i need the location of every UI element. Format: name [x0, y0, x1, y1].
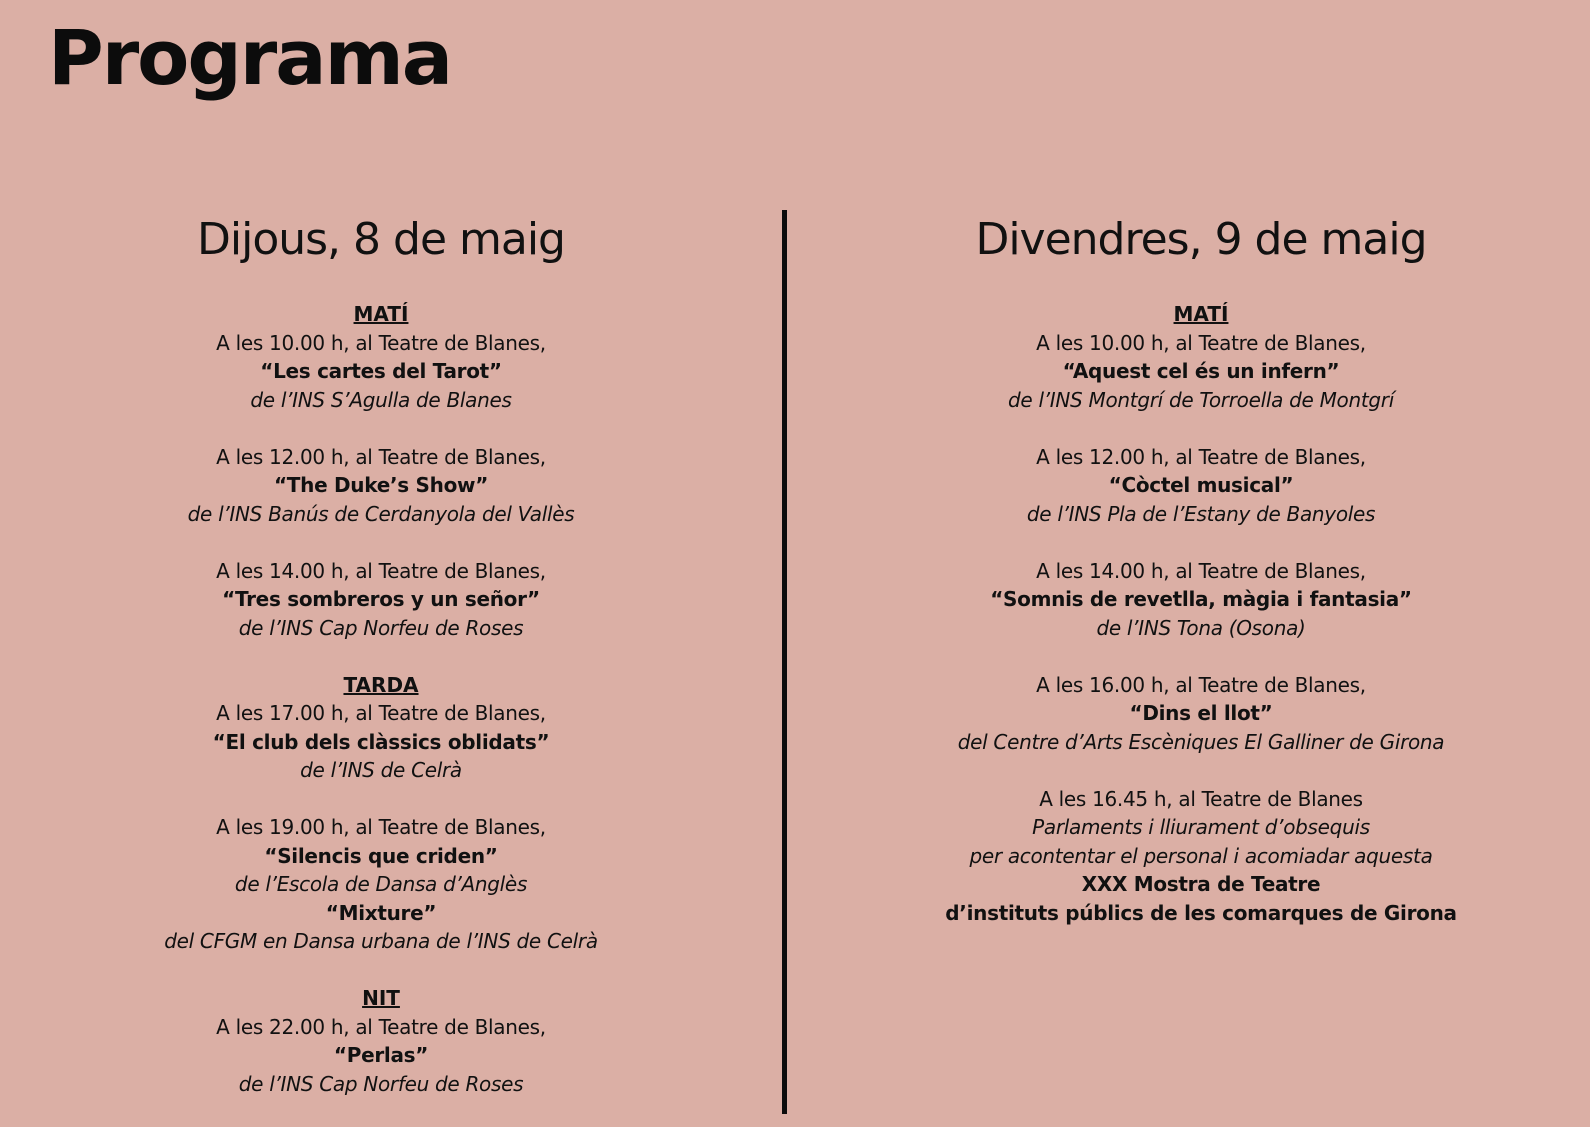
- program-event: [925, 671, 1477, 757]
- day-title: Dijous, 8 de maig: [197, 214, 565, 265]
- event-time-place: A les 14.00 h, al Teatre de Blanes,: [1036, 558, 1366, 583]
- section-label-mati: MATÍ: [353, 302, 409, 326]
- closing-description: per acontentar el personal i acomiadar aquesta: [969, 843, 1433, 868]
- section-label-tarda: TARDA: [343, 672, 419, 697]
- program-event: [140, 813, 622, 956]
- program-event: [925, 443, 1477, 529]
- program-event: [140, 557, 622, 643]
- event-work-title: “Perlas”: [333, 1043, 429, 1067]
- event-work-title: “The Duke’s Show”: [273, 473, 489, 497]
- event-time-place: A les 12.00 h, al Teatre de Blanes,: [216, 444, 546, 469]
- event-work-title: “Tres sombreros y un señor”: [222, 587, 540, 611]
- event-organizer: de l’INS Banús de Cerdanyola del Vallès: [187, 501, 575, 526]
- column-divider: [782, 210, 787, 1114]
- event-time-place: A les 10.00 h, al Teatre de Blanes,: [1036, 330, 1366, 355]
- event-time-place: A les 19.00 h, al Teatre de Blanes,: [216, 815, 546, 839]
- event-work-title: “Mixture”: [325, 900, 437, 925]
- program-event: [140, 1013, 622, 1099]
- festival-name: d’instituts públics de les comarques de Girona: [945, 900, 1457, 925]
- event-time-place: A les 14.00 h, al Teatre de Blanes,: [216, 558, 546, 583]
- event-time-place: A les 12.00 h, al Teatre de Blanes,: [1036, 444, 1366, 469]
- event-work-title: “Aquest cel és un infern”: [1062, 359, 1340, 383]
- event-work-title: “El club dels clàssics oblidats”: [212, 729, 550, 754]
- event-time-place: A les 16.45 h, al Teatre de Blanes: [1039, 786, 1363, 811]
- event-work-title: “Còctel musical”: [1108, 473, 1294, 497]
- event-time-place: A les 22.00 h, al Teatre de Blanes,: [216, 1014, 546, 1039]
- event-work-title: “Silencis que criden”: [264, 843, 498, 868]
- day-title: Divendres, 9 de maig: [975, 214, 1427, 265]
- event-organizer: de l’INS Cap Norfeu de Roses: [238, 615, 524, 640]
- event-work-title: “Les cartes del Tarot”: [260, 359, 502, 383]
- day-column-friday: [925, 210, 1477, 956]
- closing-event: [925, 785, 1477, 928]
- event-work-title: “Dins el llot”: [1129, 701, 1273, 725]
- program-event: [140, 699, 622, 785]
- event-time-place: A les 10.00 h, al Teatre de Blanes,: [216, 330, 546, 355]
- event-organizer: del CFGM en Dansa urbana de l’INS de Celrà: [164, 929, 598, 953]
- event-time-place: A les 16.00 h, al Teatre de Blanes,: [1036, 672, 1366, 697]
- event-organizer: de l’INS Montgrí de Torroella de Montgrí: [1008, 387, 1394, 412]
- program-event: [140, 329, 622, 415]
- event-organizer: de l’INS Pla de l’Estany de Banyoles: [1026, 501, 1376, 526]
- event-organizer: de l’INS S’Agulla de Blanes: [250, 387, 512, 412]
- program-event: [925, 557, 1477, 643]
- section-label-nit: NIT: [362, 986, 400, 1010]
- festival-name: XXX Mostra de Teatre: [1081, 872, 1321, 896]
- day-column-thursday: [140, 210, 622, 1127]
- event-organizer: de l’INS Cap Norfeu de Roses: [238, 1071, 524, 1096]
- section-label-mati: MATÍ: [1173, 302, 1229, 326]
- event-time-place: A les 17.00 h, al Teatre de Blanes,: [216, 701, 546, 725]
- page-title: Programa: [48, 13, 452, 102]
- event-organizer: de l’Escola de Dansa d’Anglès: [234, 872, 528, 896]
- program-event: [925, 329, 1477, 415]
- event-work-title: “Somnis de revetlla, màgia i fantasia”: [990, 587, 1412, 611]
- program-event: [140, 443, 622, 529]
- event-organizer: del Centre d’Arts Escèniques El Galliner de Girona: [957, 729, 1445, 754]
- closing-description: Parlaments i lliurament d’obsequis: [1032, 815, 1370, 839]
- event-organizer: de l’INS de Celrà: [300, 758, 462, 782]
- event-organizer: de l’INS Tona (Osona): [1096, 615, 1306, 640]
